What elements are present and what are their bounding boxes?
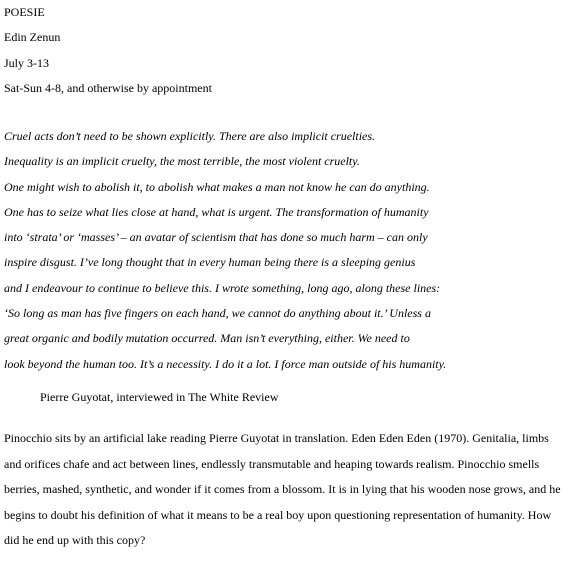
- quote-line: and I endeavour to continue to believe this. I wrote something, long ago, along these lines:: [4, 280, 441, 295]
- quote-line: into ‘strata’ or ‘masses’ – an avatar of scientism that has done so much harm – can only: [4, 230, 428, 245]
- opening-hours: Sat-Sun 4-8, and otherwise by appointment: [4, 81, 212, 96]
- body-paragraph: [4, 426, 561, 554]
- quote-line: great organic and bodily mutation occurred. Man isn’t everything, either. We need to: [4, 331, 410, 346]
- quote-line: Cruel acts don’t need to be shown explicitly. There are also implicit cruelties.: [4, 129, 376, 143]
- body-line: begins to doubt his definition of what it means to be a real boy upon questioning representation of humanity. How: [4, 507, 552, 522]
- body-line: did he end up with this copy?: [4, 533, 146, 548]
- body-line: and orifices chafe and act between lines, endlessly transmutable and heaping towards realism. Pinocchio smells: [4, 456, 540, 471]
- epigraph-quote: [4, 124, 446, 377]
- quote-line: ‘So long as man has five fingers on each hand, we cannot do anything about it.’ Unless a: [4, 306, 431, 321]
- quote-line: Inequality is an implicit cruelty, the most terrible, the most violent cruelty.: [4, 154, 360, 169]
- exhibition-header: [4, 0, 212, 102]
- body-line: Pinocchio sits by an artificial lake reading Pierre Guyotat in translation. Eden Eden Eden (1970). Genitalia, limbs: [4, 431, 549, 445]
- quote-line: One has to seize what lies close at hand, what is urgent. The transformation of humanity: [4, 204, 429, 219]
- quote-attribution: Pierre Guyotat, interviewed in The White Review: [40, 390, 279, 404]
- exhibition-dates: July 3-13: [4, 55, 49, 70]
- quote-line: look beyond the human too. It’s a necessity. I do it a lot. I force man outside of his humanity.: [4, 356, 447, 371]
- exhibition-title: POESIE: [4, 5, 45, 19]
- quote-line: One might wish to abolish it, to abolish what makes a man not know he can do anything.: [4, 179, 430, 194]
- artist-name: Edin Zenun: [4, 30, 61, 45]
- body-line: berries, mashed, synthetic, and wonder if it comes from a blossom. It is in lying that his wooden nose grows, and he: [4, 482, 561, 497]
- quote-line: inspire disgust. I’ve long thought that in every human being there is a sleeping genius: [4, 255, 416, 270]
